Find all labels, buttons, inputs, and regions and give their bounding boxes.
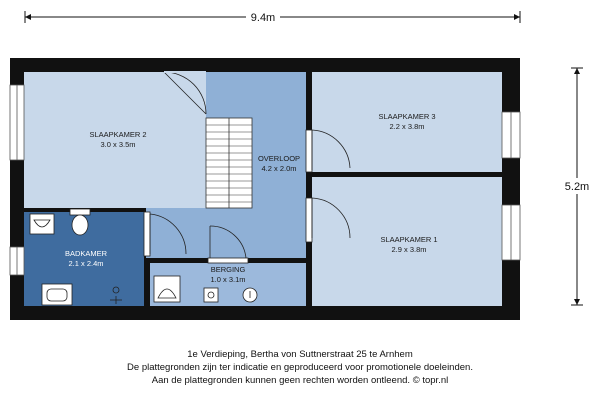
width-dimension: [25, 8, 520, 24]
slaapkamer-1-size: 2.9 x 3.8m: [391, 245, 427, 254]
slaapkamer-1-name: SLAAPKAMER 1: [380, 235, 438, 244]
slaapkamer-2-name: SLAAPKAMER 2: [89, 130, 147, 139]
overloop-name: OVERLOOP: [257, 154, 301, 163]
width-label: 9.4m: [250, 12, 276, 24]
staircase: [206, 118, 252, 208]
badkamer-size: 2.1 x 2.4m: [68, 259, 104, 268]
window-right-top: [502, 112, 520, 158]
berging-name: BERGING: [210, 265, 246, 274]
sink-icon: [30, 214, 54, 234]
slaapkamer-2-size: 3.0 x 3.5m: [100, 140, 136, 149]
window-left-bottom: [10, 247, 24, 275]
meter-icon: [243, 288, 257, 302]
slaapkamer-3-size: 2.2 x 3.8m: [389, 122, 425, 131]
bathtub-icon: [42, 284, 72, 305]
room-overloop-extension: [146, 208, 206, 258]
boiler-icon: [204, 288, 218, 302]
window-right-bottom: [502, 205, 520, 260]
caption-rights: Aan de plattegronden kunnen geen rechten worden ontleend. © topr.nl: [151, 375, 449, 386]
overloop-size: 4.2 x 2.0m: [261, 164, 297, 173]
badkamer-name: BADKAMER: [64, 249, 108, 258]
slaapkamer-3-name: SLAAPKAMER 3: [378, 112, 436, 121]
height-label: 5.2m: [564, 181, 590, 193]
washbasin-icon: [154, 276, 180, 302]
height-dimension: [563, 68, 593, 305]
berging-size: 1.0 x 3.1m: [210, 275, 246, 284]
caption-disclaimer: De plattegronden zijn ter indicatie en geproduceerd voor promotionele doeleinden.: [127, 362, 473, 373]
caption-address: 1e Verdieping, Bertha von Suttnerstraat 25 te Arnhem: [187, 349, 413, 360]
window-left-top: [10, 85, 24, 160]
